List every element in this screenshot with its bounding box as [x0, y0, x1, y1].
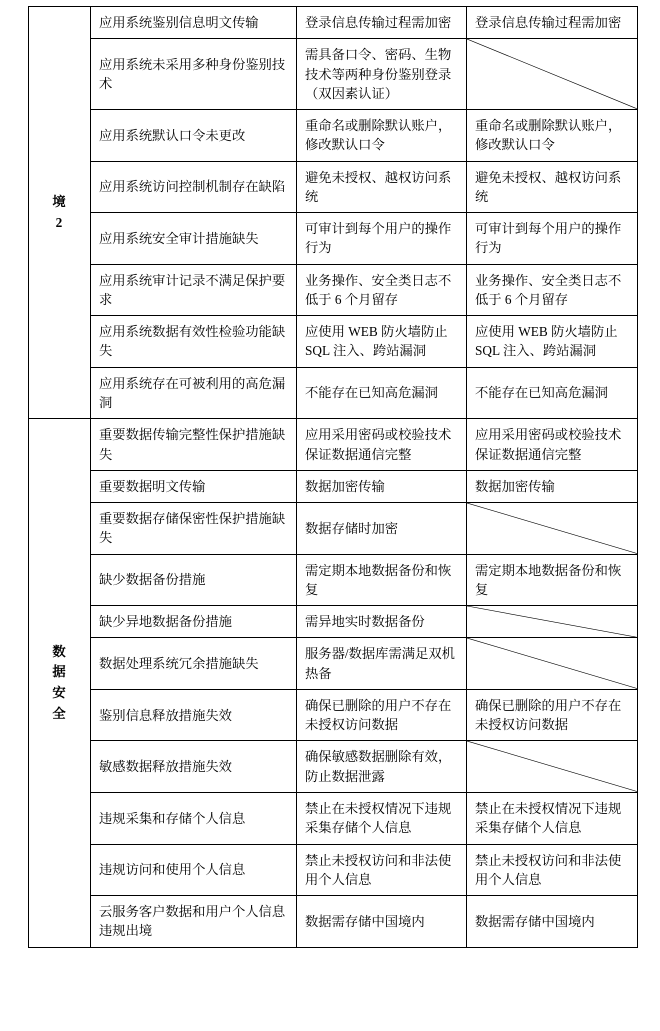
risk-remediation-table	[28, 6, 638, 948]
risk-item-cell: 违规采集和存储个人信息	[91, 792, 297, 844]
acceptance-cell: 禁止在未授权情况下违规采集存储个人信息	[467, 792, 638, 844]
category-label-line: 全	[52, 705, 67, 721]
remediation-cell: 需具备口令、密码、生物技术等两种身份鉴别登录（双因素认证）	[297, 39, 467, 110]
table-row	[29, 689, 638, 741]
remediation-cell: 应用采用密码或校验技术保证数据通信完整	[297, 419, 467, 471]
remediation-cell: 禁止未授权访问和非法使用个人信息	[297, 844, 467, 896]
diagonal-slash-icon	[467, 741, 637, 792]
diagonal-slash-icon	[467, 638, 637, 689]
acceptance-cell: 确保已删除的用户不存在未授权访问数据	[467, 689, 638, 741]
table-row	[29, 554, 638, 606]
table-row	[29, 161, 638, 213]
risk-item-cell: 应用系统安全审计措施缺失	[91, 213, 297, 265]
category-label-line: 2	[55, 214, 64, 230]
table-row	[29, 792, 638, 844]
risk-item-cell: 敏感数据释放措施失效	[91, 741, 297, 793]
risk-item-cell: 数据处理系统冗余措施缺失	[91, 638, 297, 690]
acceptance-cell: 需定期本地数据备份和恢复	[467, 554, 638, 606]
category-label-line: 据	[52, 664, 67, 680]
remediation-cell: 数据需存储中国境内	[297, 896, 467, 948]
risk-item-cell: 应用系统审计记录不满足保护要求	[91, 264, 297, 316]
risk-item-cell: 鉴别信息释放措施失效	[91, 689, 297, 741]
acceptance-cell-empty	[467, 606, 638, 638]
risk-item-cell: 应用系统鉴别信息明文传输	[91, 7, 297, 39]
category-label-line: 安	[52, 684, 67, 700]
risk-item-cell: 应用系统访问控制机制存在缺陷	[91, 161, 297, 213]
acceptance-cell: 避免未授权、越权访问系统	[467, 161, 638, 213]
acceptance-cell-empty	[467, 39, 638, 110]
risk-item-cell: 缺少数据备份措施	[91, 554, 297, 606]
acceptance-cell: 可审计到每个用户的操作行为	[467, 213, 638, 265]
diagonal-slash-icon	[467, 503, 637, 554]
category-cell-data-security	[29, 419, 91, 947]
remediation-cell: 应使用 WEB 防火墙防止 SQL 注入、跨站漏洞	[297, 316, 467, 368]
remediation-cell: 需异地实时数据备份	[297, 606, 467, 638]
acceptance-cell: 登录信息传输过程需加密	[467, 7, 638, 39]
category-label-line: 数	[52, 643, 67, 659]
table-row	[29, 39, 638, 110]
risk-item-cell: 云服务客户数据和用户个人信息违规出境	[91, 896, 297, 948]
risk-item-cell: 应用系统存在可被利用的高危漏洞	[91, 367, 297, 419]
acceptance-cell: 业务操作、安全类日志不低于 6 个月留存	[467, 264, 638, 316]
diagonal-slash-icon	[467, 39, 637, 109]
remediation-cell: 数据存储时加密	[297, 503, 467, 555]
acceptance-cell-empty	[467, 741, 638, 793]
remediation-cell: 登录信息传输过程需加密	[297, 7, 467, 39]
remediation-cell: 需定期本地数据备份和恢复	[297, 554, 467, 606]
remediation-cell: 业务操作、安全类日志不低于 6 个月留存	[297, 264, 467, 316]
table-row	[29, 264, 638, 316]
remediation-cell: 不能存在已知高危漏洞	[297, 367, 467, 419]
risk-item-cell: 应用系统默认口令未更改	[91, 110, 297, 162]
acceptance-cell: 禁止未授权访问和非法使用个人信息	[467, 844, 638, 896]
risk-item-cell: 应用系统未采用多种身份鉴别技术	[91, 39, 297, 110]
remediation-cell: 服务器/数据库需满足双机热备	[297, 638, 467, 690]
table-row	[29, 741, 638, 793]
table-row	[29, 213, 638, 265]
risk-item-cell: 重要数据传输完整性保护措施缺失	[91, 419, 297, 471]
risk-item-cell: 缺少异地数据备份措施	[91, 606, 297, 638]
document-page	[0, 6, 660, 1031]
diagonal-slash-icon	[467, 606, 637, 637]
table-row	[29, 844, 638, 896]
table-row	[29, 503, 638, 555]
category-label-line: 境	[52, 194, 67, 210]
risk-item-cell: 违规访问和使用个人信息	[91, 844, 297, 896]
acceptance-cell: 不能存在已知高危漏洞	[467, 367, 638, 419]
table-row	[29, 638, 638, 690]
table-body	[29, 7, 638, 948]
table-row	[29, 110, 638, 162]
table-row	[29, 896, 638, 948]
risk-item-cell: 应用系统数据有效性检验功能缺失	[91, 316, 297, 368]
remediation-cell: 避免未授权、越权访问系统	[297, 161, 467, 213]
remediation-cell: 禁止在未授权情况下违规采集存储个人信息	[297, 792, 467, 844]
remediation-cell: 重命名或删除默认账户，修改默认口令	[297, 110, 467, 162]
table-row	[29, 7, 638, 39]
table-row	[29, 419, 638, 471]
risk-item-cell: 重要数据明文传输	[91, 470, 297, 502]
risk-item-cell: 重要数据存储保密性保护措施缺失	[91, 503, 297, 555]
acceptance-cell-empty	[467, 638, 638, 690]
remediation-cell: 确保敏感数据删除有效，防止数据泄露	[297, 741, 467, 793]
table-row	[29, 316, 638, 368]
remediation-cell: 确保已删除的用户不存在未授权访问数据	[297, 689, 467, 741]
acceptance-cell: 重命名或删除默认账户，修改默认口令	[467, 110, 638, 162]
table-row	[29, 606, 638, 638]
acceptance-cell: 数据需存储中国境内	[467, 896, 638, 948]
acceptance-cell: 应使用 WEB 防火墙防止 SQL 注入、跨站漏洞	[467, 316, 638, 368]
category-cell-env2	[29, 7, 91, 419]
remediation-cell: 数据加密传输	[297, 470, 467, 502]
table-row	[29, 470, 638, 502]
acceptance-cell: 应用采用密码或校验技术保证数据通信完整	[467, 419, 638, 471]
acceptance-cell: 数据加密传输	[467, 470, 638, 502]
acceptance-cell-empty	[467, 503, 638, 555]
remediation-cell: 可审计到每个用户的操作行为	[297, 213, 467, 265]
table-row	[29, 367, 638, 419]
